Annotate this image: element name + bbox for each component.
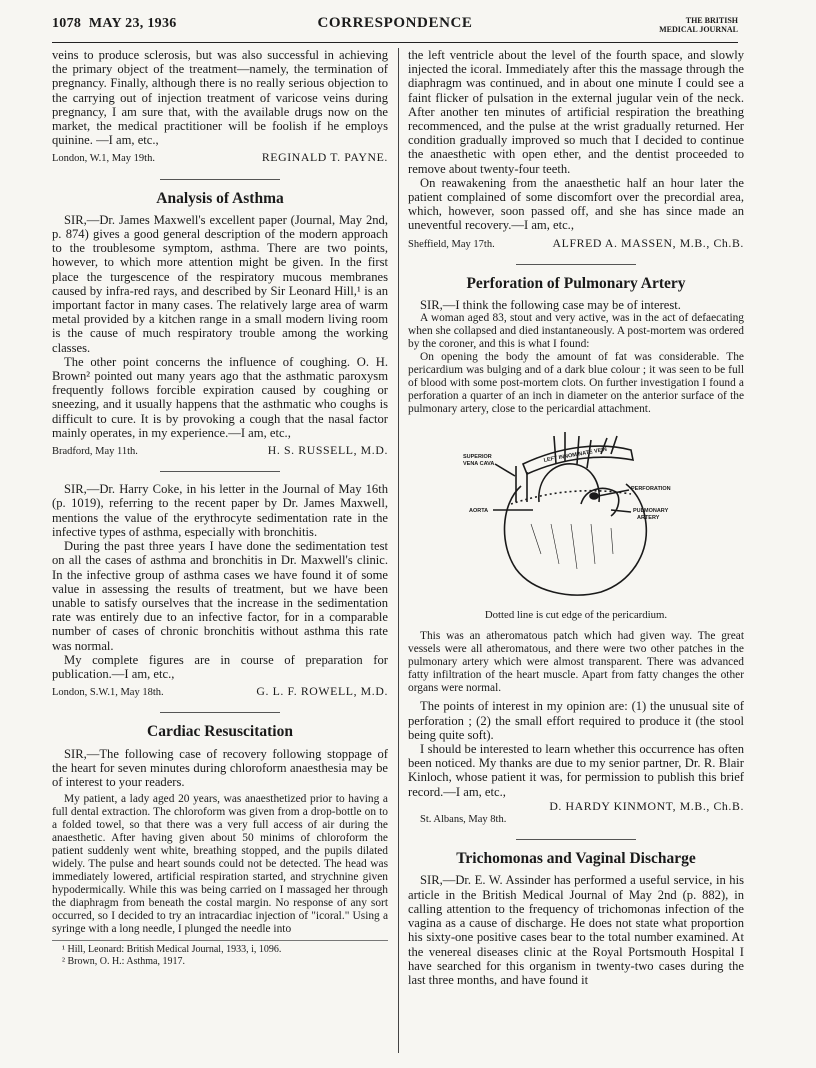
signature-name: G. L. F. ROWELL, M.D. bbox=[256, 684, 388, 699]
signature-place: Sheffield, May 17th. bbox=[408, 238, 495, 250]
journal-line-1: THE BRITISH bbox=[685, 16, 738, 25]
article-title-trichomonas: Trichomonas and Vaginal Discharge bbox=[456, 850, 696, 868]
rowell-signature bbox=[52, 684, 388, 700]
artery-paragraph: The points of interest in my opinion are: (1) the unusual site of perforation ; (2) the small effort required to produce it (the stool being quite soft). bbox=[408, 699, 744, 742]
label-aorta: AORTA bbox=[469, 508, 489, 515]
artery-paragraph: A woman aged 83, stout and very active, was in the act of defaecating when she collapsed and died instantaneously. A post-mortem was ordered by the coroner, and this is what I found: bbox=[408, 312, 744, 351]
issue-date: MAY 23, 1936 bbox=[88, 16, 177, 31]
cardiac-paragraph: My patient, a lady aged 20 years, was anaesthetized prior to having a full dental extraction. The chloroform was given from a drop-bottle on to a folded towel, so that there was a very full access of air during the anaesthetic. After having given about 50 minims of chloroform the patient suddenly went white, breathing stopped, and the pupils dilated widely. The pulse and heart sounds could not be detected. The head was immediately lowered, artificial respiration started, and strychnine given hypodermically. While this was being carried on I massaged her through the diaphragm from beneath the costal margin. No response of any sort occurred, so I decided to try an intracardiac injection of "icoral." Using a syringe with a long needle, I plunged the needle into bbox=[52, 793, 388, 936]
article-title-artery: Perforation of Pulmonary Artery bbox=[466, 274, 686, 292]
trichomonas-paragraph: SIR,—Dr. E. W. Assinder has performed a useful service, in his article in the British Medical Journal of May 2nd (p. 882), in calling attention to the frequency of trichomonas infection of the vagina as a cause of discharge. He does not state what proportion his sixty-one positive cases bear to the total number examined. At the venereal diseases clinic at the Royal Portsmouth Hospital I have searched for this organism in twenty-two cases during the last three months, and have found it bbox=[408, 873, 744, 987]
journal-name bbox=[659, 16, 738, 34]
signature-name: ALFRED A. MASSEN, M.B., Ch.B. bbox=[552, 235, 744, 250]
massen-signature bbox=[408, 236, 744, 252]
signature-place: Bradford, May 11th. bbox=[52, 446, 138, 458]
signature-name: REGINALD T. PAYNE. bbox=[261, 150, 388, 165]
cardiac-continued-paragraph: On reawakening from the anaesthetic half an hour later the patient complained of some discomfort over the precordial area, which, however, soon passed off, and she has since made an uneventful recovery.—I am, etc., bbox=[408, 175, 744, 233]
asthma-paragraph: During the past three years I have done the sedimentation test on all the cases of asthma and bronchitis in Dr. Maxwell's clinic. In the infective group of asthma cases we have found it of some value in assessing the results of treatment, but we have been unable to satisfy ourselves that the increase in the sedimentation rate was entirely due to an infective factor, for in a comparable number of cases of chronic bronchitis without asthma this rate was normal. bbox=[52, 539, 388, 653]
asthma-paragraph: SIR,—Dr. James Maxwell's excellent paper (Journal, May 2nd, p. 874) gives a good general description of the modern approach to the troublesome symptom, asthma. There are two points, however, to which more attention might be given. In the first place the turgescence of the respiratory mucous membranes caused by infra-red rays, and described by Sir Leonard Hill,¹ is an important factor in many cases. The relatively large area of warm metal provided by a kitchen range in a small modern living room is the cause of much respiratory trouble among the working classes. bbox=[52, 212, 388, 355]
cardiac-paragraph: SIR,—The following case of recovery following stoppage of the heart for seven minutes during chloroform anaesthesia may be of interest to your readers. bbox=[52, 746, 388, 789]
article-title-asthma: Analysis of Asthma bbox=[156, 189, 284, 207]
label-superior: SUPERIOR bbox=[463, 454, 492, 461]
heart-outline bbox=[505, 484, 647, 595]
article-title-cardiac: Cardiac Resuscitation bbox=[147, 723, 293, 741]
artery-paragraph: On opening the body the amount of fat was considerable. The pericardium was bulging and of a dark blue colour ; it was seen to be full of blood with some post-mortem clots. On further investigation I found a perforation a quarter of an inch in diameter on the anterior surface of the pulmonary artery, close to the pericardial attachment. bbox=[408, 351, 744, 416]
separator bbox=[516, 839, 636, 840]
right-column bbox=[408, 48, 744, 987]
label-pulmonary: PULMONARY bbox=[633, 508, 669, 515]
label-vena-cava: VENA CAVA bbox=[463, 461, 495, 468]
left-column bbox=[52, 48, 388, 968]
asthma-paragraph: SIR,—Dr. Harry Coke, in his letter in the Journal of May 16th (p. 1019), referring to the recent paper by Dr. James Maxwell, mentions the value of the erythrocyte sedimentation rate in the infective types of asthma, especially with bronchitis. bbox=[52, 482, 388, 539]
asthma-paragraph: My complete figures are in course of preparation for publication.—I am, etc., bbox=[52, 652, 388, 681]
separator bbox=[160, 471, 280, 472]
kinmont-signature bbox=[408, 799, 744, 813]
section-title: CORRESPONDENCE bbox=[317, 15, 473, 31]
separator bbox=[160, 712, 280, 713]
heart-diagram bbox=[461, 424, 691, 604]
footnote: ¹ Hill, Leonard: British Medical Journal, 1933, i, 1096. bbox=[62, 944, 282, 956]
asthma-paragraph: The other point concerns the influence of coughing. O. H. Brown² pointed out many years ago that the asthmatic paroxysm frequently follows forcible expiration caused by coughing or sneezing, and it usually happens that the asthmatic who coughs is difficult to cure. It is by provoking a cough that the nasal factor mainly operates, in my experience.—I am, etc., bbox=[52, 354, 388, 440]
page-header bbox=[52, 14, 738, 40]
artery-paragraph: SIR,—I think the following case may be of interest. bbox=[420, 298, 681, 313]
russell-signature bbox=[52, 443, 388, 459]
page-number: 1078 bbox=[52, 16, 82, 31]
label-innominate: LEFT INNOMINATE VEIN bbox=[543, 447, 608, 465]
diagram-caption: Dotted line is cut edge of the pericardium. bbox=[484, 609, 668, 622]
label-perforation: PERFORATION bbox=[631, 486, 671, 493]
payne-signature bbox=[52, 150, 388, 166]
signature-place: London, W.1, May 19th. bbox=[52, 153, 155, 165]
signature-name: H. S. RUSSELL, M.D. bbox=[267, 443, 388, 458]
signature-name: D. HARDY KINMONT, M.B., Ch.B. bbox=[549, 798, 744, 813]
footnotes bbox=[52, 940, 388, 968]
signature-place: St. Albans, May 8th. bbox=[420, 814, 507, 826]
separator bbox=[516, 264, 636, 265]
cardiac-continued-paragraph: the left ventricle about the level of the fourth space, and slowly injected the icoral. Immediately after this the massage through the diaphragm was continued, and in about one minute I could see a faint flicker of pulsation in the external jugular vein of the neck. After another ten minutes of artificial respiration the breathing recommenced, and the pulse at the wrist gradually returned. Her condition gradually improved so much that I decided to continue the anaesthetic with open ether, and the dentist proceeded to remove about twenty-four teeth. bbox=[408, 48, 744, 176]
signature-place: London, S.W.1, May 18th. bbox=[52, 687, 164, 699]
perforation-mark bbox=[590, 493, 598, 499]
artery-paragraph: This was an atheromatous patch which had given way. The great vessels were all atheromatous, and there were two other patches in the pulmonary artery which were almost transparent. There was advanced fatty infiltration of the heart muscle. Apart from fatty changes the other organs were normal. bbox=[408, 630, 744, 695]
artery-paragraph: I should be interested to learn whether this occurrence has often been noticed. My thanks are due to my senior partner, Dr. R. Blair Kinloch, whose patient it was, for permission to publish this brief record.—I am, etc., bbox=[408, 742, 744, 799]
journal-line-2: MEDICAL JOURNAL bbox=[659, 25, 738, 34]
footnote: ² Brown, O. H.: Asthma, 1917. bbox=[62, 956, 185, 968]
separator bbox=[160, 179, 280, 180]
column-rule bbox=[398, 48, 399, 1053]
label-artery: ARTERY bbox=[637, 515, 660, 522]
payne-letter-text: veins to produce sclerosis, but was also successful in achieving the primary object of the treatment—namely, the termination of pregnancy. Finally, although there is no really serious objection to the carrying out of injection treatment of varicose veins during pregnancy, I am sure that, with the available drugs now on the market, the medical practitioner will be foolish if he employs quinine. —I am, etc., bbox=[52, 48, 388, 148]
header-rule bbox=[52, 42, 738, 43]
